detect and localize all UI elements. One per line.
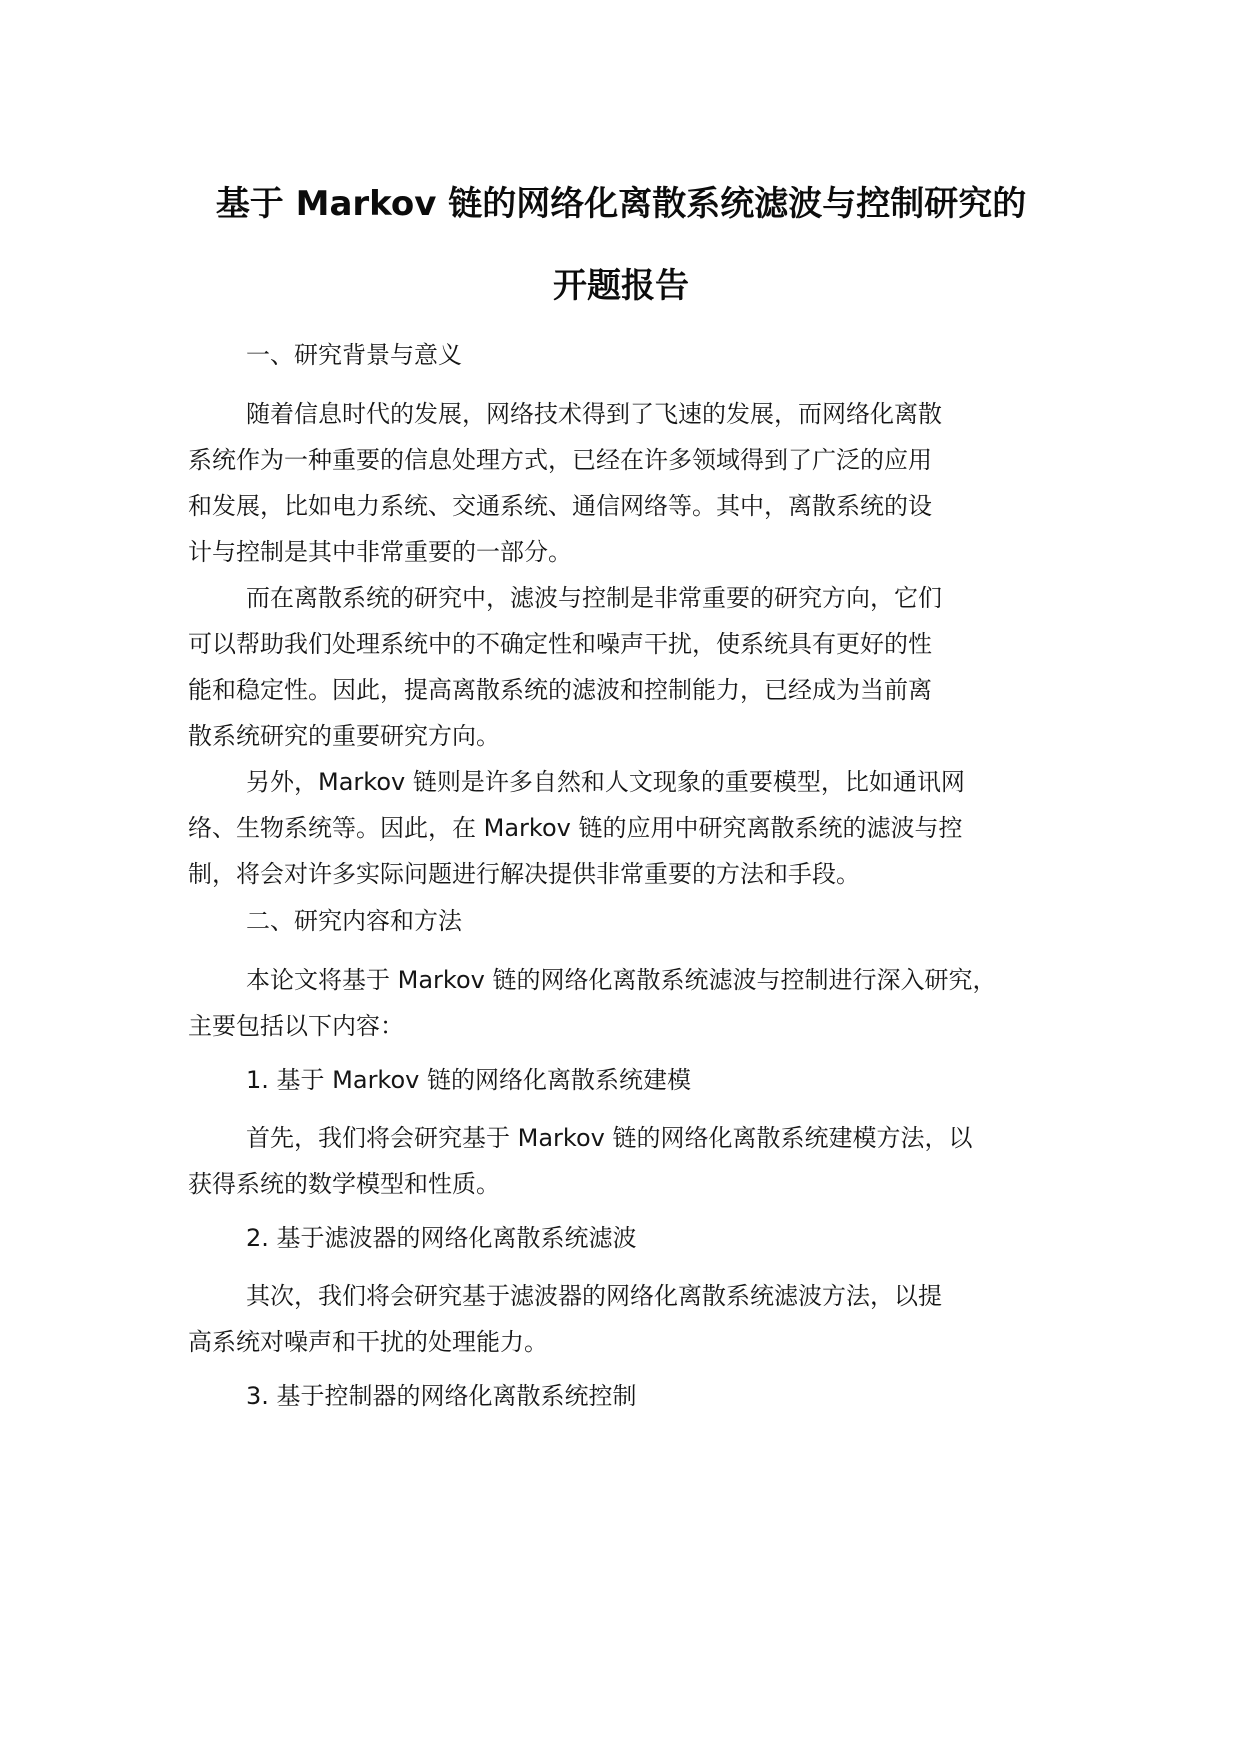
paragraph-line: 制，将会对许多实际问题进行解决提供非常重要的方法和手段。 bbox=[188, 860, 860, 888]
paragraph-line: 高系统对噪声和干扰的处理能力。 bbox=[188, 1328, 548, 1356]
paragraph-line: 散系统研究的重要研究方向。 bbox=[188, 722, 500, 750]
paragraph-line: 而在离散系统的研究中，滤波与控制是非常重要的研究方向，它们 bbox=[246, 584, 942, 612]
paragraph-filtering bbox=[188, 1273, 1066, 1365]
paragraph-line: 络、生物系统等。因此，在 Markov 链的应用中研究离散系统的滤波与控 bbox=[188, 814, 963, 842]
paragraph-line: 其次，我们将会研究基于滤波器的网络化离散系统滤波方法，以提 bbox=[246, 1282, 942, 1310]
section-heading-methods bbox=[188, 898, 1066, 944]
paragraph-line: 能和稳定性。因此，提高离散系统的滤波和控制能力，已经成为当前离 bbox=[188, 676, 932, 704]
paragraph-line: 另外，Markov 链则是许多自然和人文现象的重要模型，比如通讯网 bbox=[246, 768, 965, 796]
paragraph-line: 本论文将基于 Markov 链的网络化离散系统滤波与控制进行深入研究， bbox=[246, 966, 997, 994]
subheading-2 bbox=[188, 1215, 1066, 1261]
paragraph-line: 首先，我们将会研究基于 Markov 链的网络化离散系统建模方法，以 bbox=[246, 1124, 973, 1152]
paragraph-background-1 bbox=[188, 391, 1066, 575]
paragraph-line: 可以帮助我们处理系统中的不确定性和噪声干扰，使系统具有更好的性 bbox=[188, 630, 932, 658]
paragraph-line: 获得系统的数学模型和性质。 bbox=[188, 1170, 500, 1198]
paragraph-background-2 bbox=[188, 575, 1066, 759]
subheading-line: 2. 基于滤波器的网络化离散系统滤波 bbox=[246, 1224, 637, 1252]
subheading-line: 1. 基于 Markov 链的网络化离散系统建模 bbox=[246, 1066, 691, 1094]
document-title-line-1: 基于 Markov 链的网络化离散系统滤波与控制研究的 bbox=[215, 184, 1027, 224]
document-title-line-2: 开题报告 bbox=[553, 266, 689, 306]
paragraph-line: 计与控制是其中非常重要的一部分。 bbox=[188, 538, 572, 566]
paragraph-line: 随着信息时代的发展，网络技术得到了飞速的发展，而网络化离散 bbox=[246, 400, 942, 428]
paragraph-line: 和发展，比如电力系统、交通系统、通信网络等。其中，离散系统的设 bbox=[188, 492, 932, 520]
paragraph-content-intro bbox=[188, 957, 1066, 1049]
paragraph-background-3 bbox=[188, 759, 1066, 897]
section-heading-background bbox=[188, 332, 1066, 378]
heading-line: 二、研究内容和方法 bbox=[246, 907, 462, 935]
subheading-3 bbox=[188, 1373, 1066, 1419]
paragraph-line: 系统作为一种重要的信息处理方式，已经在许多领域得到了广泛的应用 bbox=[188, 446, 932, 474]
paragraph-line: 主要包括以下内容： bbox=[188, 1012, 404, 1040]
subheading-line: 3. 基于控制器的网络化离散系统控制 bbox=[246, 1382, 637, 1410]
subheading-1 bbox=[188, 1057, 1066, 1103]
heading-line: 一、研究背景与意义 bbox=[246, 341, 462, 369]
paragraph-modeling bbox=[188, 1115, 1066, 1207]
